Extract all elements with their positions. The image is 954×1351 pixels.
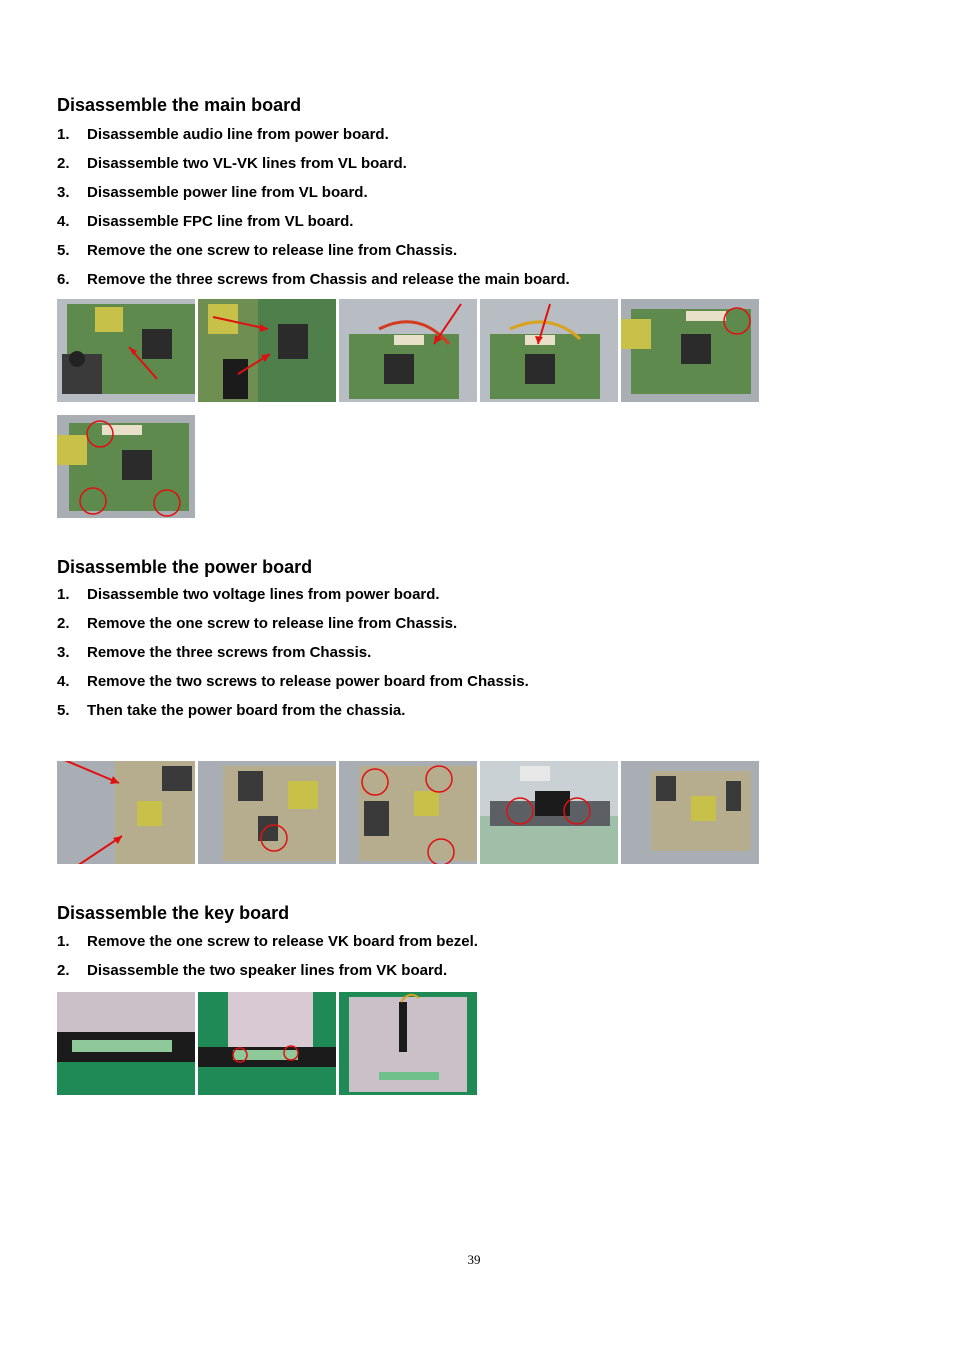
key-board-step-2: 2. Disassemble the two speaker lines from VK board. — [57, 962, 448, 979]
page-number: 39 — [467, 1252, 481, 1267]
power-board-step-4: 4. Remove the two screws to release power board from Chassis. — [57, 673, 529, 690]
power-board-steps — [57, 580, 897, 725]
power-board-step-2: 2. Remove the one screw to release line from Chassis. — [57, 615, 458, 632]
power-board-photo-3 — [339, 761, 477, 864]
main-board-photo-2 — [198, 299, 336, 402]
key-board-photos — [57, 992, 897, 1095]
power-board-step-3: 3. Remove the three screws from Chassis. — [57, 644, 372, 661]
power-board-photo-4 — [480, 761, 618, 864]
main-board-photo-3 — [339, 299, 477, 402]
main-board-step-4: 4. Disassemble FPC line from VL board. — [57, 213, 354, 230]
main-board-step-6: 6. Remove the three screws from Chassis and release the main board. — [57, 271, 570, 288]
main-board-steps — [57, 120, 897, 294]
main-board-photo-5 — [621, 299, 759, 402]
power-board-photos — [57, 761, 897, 864]
power-board-photo-1 — [57, 761, 195, 864]
main-board-photo-1 — [57, 299, 195, 402]
power-board-section — [57, 556, 897, 725]
main-board-section — [57, 94, 897, 294]
main-board-photos-row-2 — [57, 415, 897, 518]
power-board-photo-5 — [621, 761, 759, 864]
main-board-step-1: 1. Disassemble audio line from power board. — [57, 126, 389, 143]
main-board-step-5: 5. Remove the one screw to release line from Chassis. — [57, 242, 458, 259]
key-board-photo-1 — [57, 992, 195, 1095]
key-board-heading: Disassemble the key board — [57, 903, 290, 923]
power-board-photo-2 — [198, 761, 336, 864]
main-board-photo-6 — [57, 415, 195, 518]
key-board-section — [57, 902, 897, 985]
main-board-step-3: 3. Disassemble power line from VL board. — [57, 184, 368, 201]
main-board-heading: Disassemble the main board — [57, 95, 302, 115]
power-board-step-5: 5. Then take the power board from the chassia. — [57, 702, 406, 719]
main-board-photos-row-1 — [57, 299, 897, 402]
main-board-step-2: 2. Disassemble two VL-VK lines from VL board. — [57, 155, 407, 172]
main-board-photo-4 — [480, 299, 618, 402]
power-board-step-1: 1. Disassemble two voltage lines from power board. — [57, 586, 440, 603]
key-board-steps — [57, 927, 897, 985]
power-board-heading: Disassemble the power board — [57, 557, 313, 577]
key-board-photo-2 — [198, 992, 336, 1095]
key-board-step-1: 1. Remove the one screw to release VK board from bezel. — [57, 933, 478, 950]
key-board-photo-3 — [339, 992, 477, 1095]
